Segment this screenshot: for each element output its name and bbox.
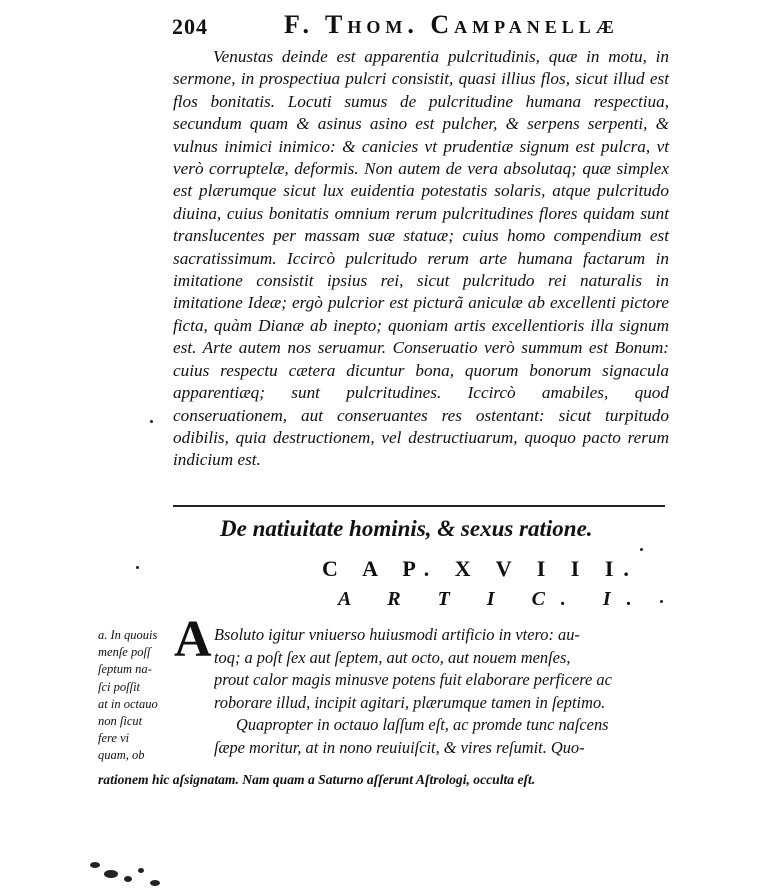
section-text: [214, 624, 669, 760]
section-line: Bsoluto igitur vniuerso huiusmodi artificio in vtero: au-: [214, 625, 580, 644]
margin-note: a. In quouis: [98, 628, 158, 642]
print-speck: [640, 548, 643, 551]
section-line: ſæpe moritur, at in nono reuiuiſcit, & vires reſumit. Quo-: [214, 737, 585, 757]
margin-note: ſeptum na-: [98, 662, 152, 677]
section-line: toq; a poſt ſex aut ſeptem, aut octo, aut nouem menſes,: [214, 647, 571, 667]
body-paragraph: Venustas deinde est apparentia pulcritudinis, quæ in motu, in sermone, in prospectiua pulcri consistit, quasi illius flos, sicut illud est flos bonitatis. Locuti sumus de pulcritudine humana respectiua, secundum quam & asinus asino est pulcher, & serpens serpenti, & vulnus inimici inimico: & canicies vt prudentiæ signum est pulcra, vt verò corruptelæ, deformis. Non autem de vera absolutaq; quæ simplex est plærumque sicut lux euidentia potestatis solaris, atque pulcritudo diuina, cuius bonitatis omnium rerum pulcritudines flores quidam sunt translucentes per massam suæ statuæ; cuius homo compendium est sacratissimum. Iccircò pulcritudo rerum arte humana factarum in imitatione consistit ipsius rei, sicut pulcritudo rei naturalis in imitatione Ideæ; ergò pulcrior est picturã aniculæ ab excellenti pictore ficta, quàm Dianæ ab inepto; quoniam artis excellentioris illa signum est. Arte autem nos seruamur. Conseruatio verò summum est Bonum: cuius respectu cætera dicuntur bona, quorum bonorum signacula apparentiæq; sunt pulcritudines. Iccircò amabiles, quod conseruationem, aut conseruantes res ostentant: sicut turpitudo odibilis, quia destructionem, vel destructiuarum, quoquo pacto rerum indicium est.: [173, 47, 669, 470]
page-number: 204: [172, 14, 208, 39]
chapter-number: C A P. X V I I I.: [322, 556, 639, 581]
margin-note: quam, ob: [98, 748, 145, 763]
print-speck: [136, 566, 139, 569]
margin-note: fere vi: [98, 731, 130, 746]
margin-note: menſe poſſ: [98, 645, 151, 660]
margin-notes: [98, 627, 174, 765]
drop-cap: A: [174, 611, 212, 668]
print-speck: [150, 880, 160, 886]
margin-note: non ſicut: [98, 714, 143, 729]
print-speck: [138, 868, 144, 873]
section-line: roborare illud, incipit agitari, plærumque tamen in ſeptimo.: [214, 692, 606, 712]
print-speck: [124, 876, 132, 882]
article-label: A R T I C. I.: [338, 588, 648, 610]
print-speck: [104, 870, 118, 878]
margin-note: at in octauo: [98, 696, 158, 711]
margin-note-continuation: rationem hic aſsignatam. Nam quam a Saturno aſſerunt Aſtrologi, occulta eſt.: [98, 772, 536, 787]
section-line: prout calor magis minusve potens fuit elaborare perficere ac: [214, 670, 612, 690]
print-speck: [150, 420, 153, 423]
section-line: Quapropter in octauo laſſum eſt, ac promde tunc naſcens: [236, 715, 609, 735]
print-speck: [660, 600, 663, 603]
section-divider: [173, 505, 665, 507]
margin-note: ſci poſſit: [98, 679, 141, 694]
page-header: [172, 8, 672, 44]
print-speck: [90, 862, 100, 868]
running-head: F. Thom. Campanellæ: [284, 10, 619, 39]
chapter-title: De natiuitate hominis, & sexus ratione.: [220, 516, 593, 541]
body-text: [173, 46, 669, 472]
